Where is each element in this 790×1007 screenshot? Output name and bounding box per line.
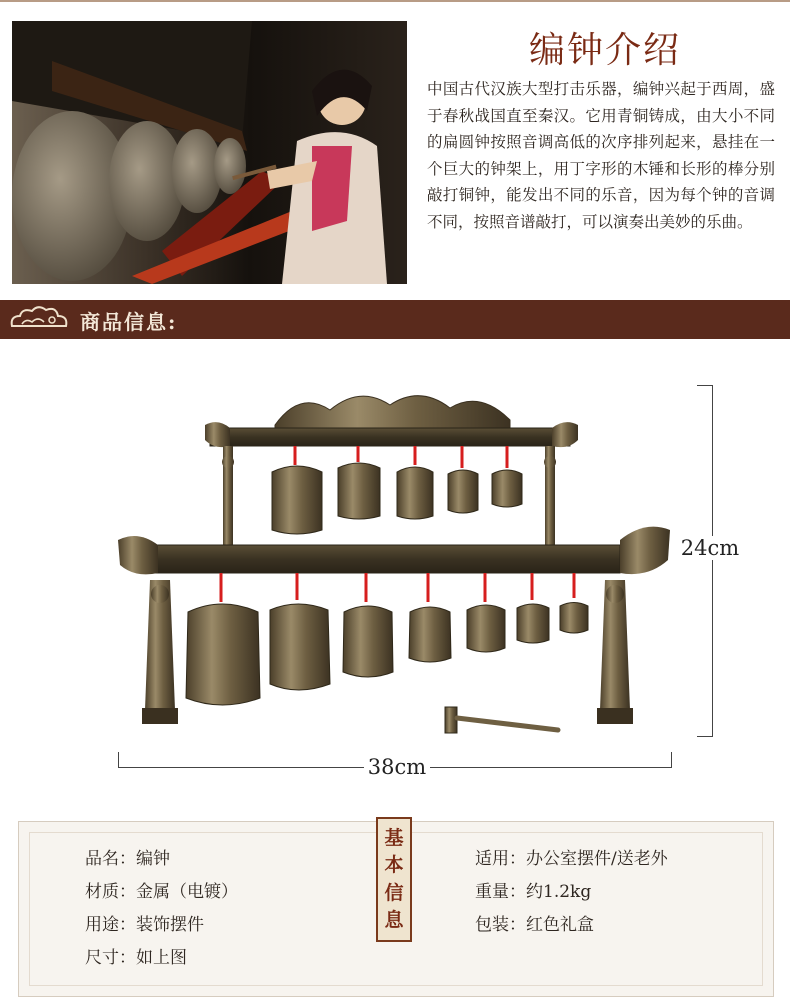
info-usage: 用途：装饰摆件	[85, 915, 204, 935]
info-suitable-for: 适用：办公室摆件/送老外	[475, 849, 668, 869]
height-label: 24cm	[680, 536, 740, 560]
info-material: 材质：金属（电镀）	[85, 882, 238, 902]
width-dimension-tick	[671, 752, 672, 768]
badge-char: 本	[384, 854, 404, 877]
info-size: 尺寸：如上图	[85, 948, 187, 968]
badge-char: 信	[384, 881, 404, 904]
width-dimension-tick	[118, 752, 119, 768]
basic-info-badge	[376, 817, 412, 942]
badge-char: 基	[384, 827, 404, 850]
section-label: 商品信息:	[80, 310, 178, 334]
badge-char: 息	[384, 908, 404, 931]
height-dimension-line	[712, 385, 713, 737]
info-packaging: 包装：红色礼盒	[475, 915, 594, 935]
height-dimension-tick	[697, 385, 713, 386]
info-left-column	[85, 843, 238, 975]
product-info-bar	[0, 300, 790, 339]
info-right-column	[475, 843, 668, 942]
info-product-name: 品名：编钟	[85, 849, 170, 869]
intro-title: 编钟介绍	[528, 30, 681, 71]
info-weight: 重量：约1.2kg	[475, 882, 592, 902]
top-divider	[0, 0, 790, 2]
bianzhong-product-image	[100, 380, 700, 760]
performer-photo	[12, 21, 407, 284]
width-label: 38cm	[364, 755, 430, 779]
height-dimension-tick	[697, 736, 713, 737]
intro-description: 中国古代汉族大型打击乐器，编钟兴起于西周，盛于春秋战国直至秦汉。它用青铜铸成，由大小不同的扁圆钟按照音调高低的次序排列起来，悬挂在一个巨大的钟架上，用丁字形的木锤和长形的棒分别敲打铜钟，能发出不同的乐音，因为每个钟的音调不同，按照音谱敲打，可以演奏出美妙的乐曲。	[427, 80, 775, 231]
cloud-icon	[8, 304, 72, 334]
